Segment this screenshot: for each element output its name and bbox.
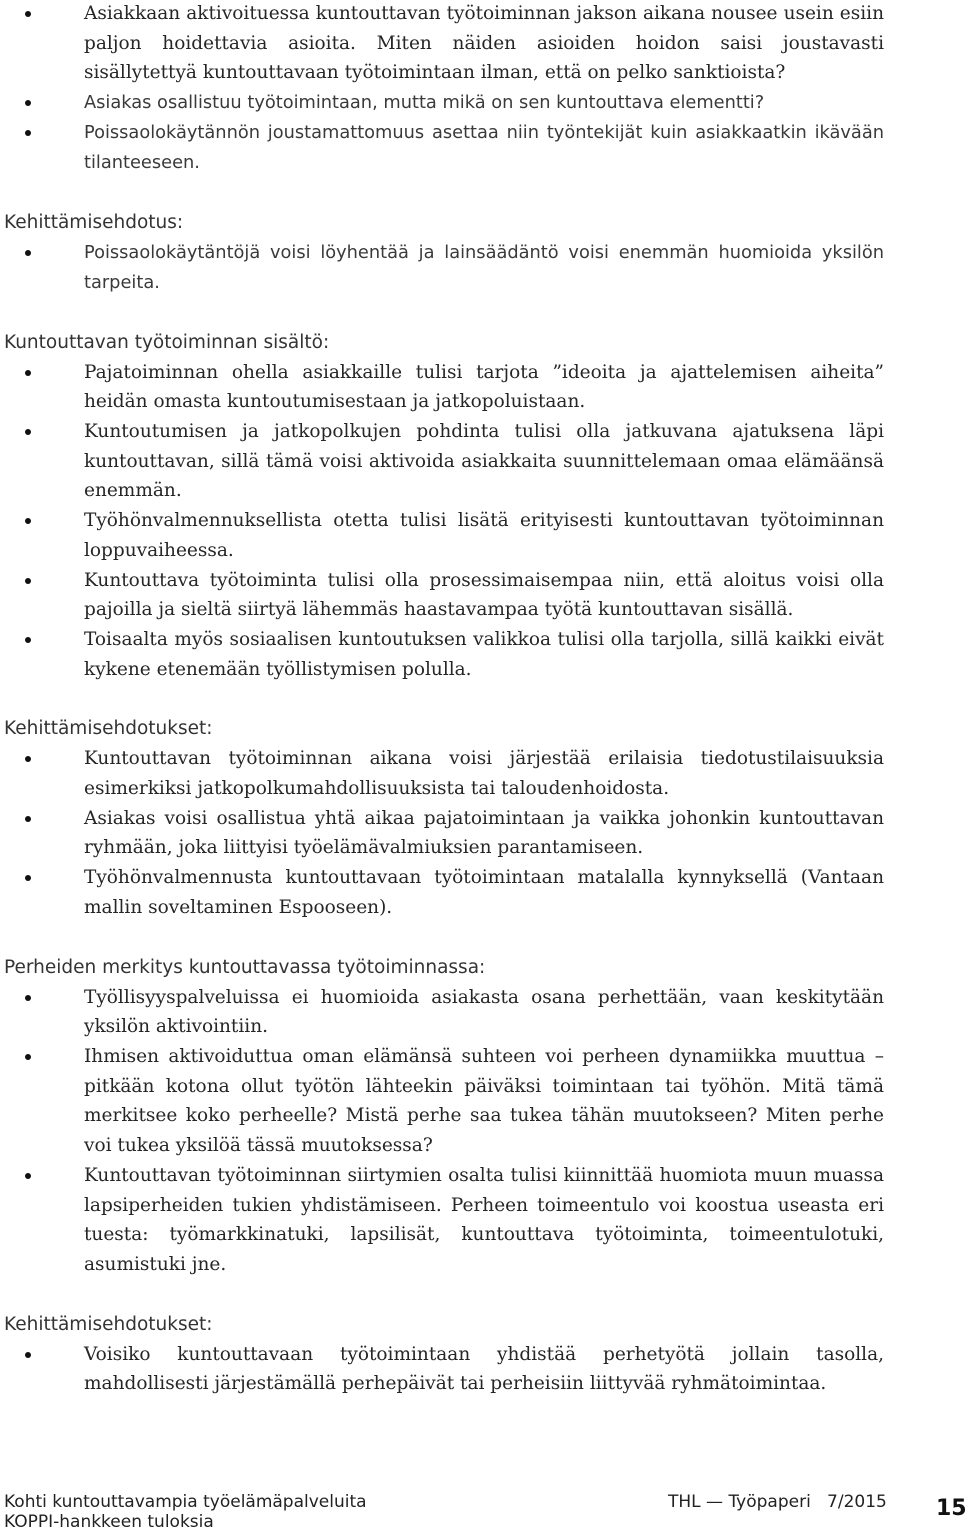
section-heading: Kehittämisehdotukset: [4,718,213,740]
section-heading: Kehittämisehdotukset: [4,1313,213,1335]
section-kehittamisehdotukset-1 [4,714,884,922]
list-item: Asiakas osallistuu työtoimintaan, mutta mikä on sen kuntouttava elementti? [4,88,884,118]
list-item: Ihmisen aktivoiduttua oman elämänsä suhteen voi perheen dynamiikka muuttua – pitkään kotona ollut työtön lähteekin päiväksi toimintaan tai työhön. Mitä tämä merkitsee koko perheelle? Mistä perhe saa tukea tähän muutokseen? Miten perhe voi tukea yksilöä tässä muutoksessa? [4,1042,884,1161]
list-item: Kuntouttavan työtoiminnan aikana voisi järjestää erilaisia tiedotustilaisuuksia esimerkiksi jatkopolkumahdollisuuksista tai taloudenhoidosta. [4,744,884,803]
section-sisalto [4,328,884,685]
list-item: Työhönvalmennusta kuntouttavaan työtoimintaan matalalla kynnyksellä (Vantaan mallin soveltaminen Espooseen). [4,863,884,922]
list-item: Kuntouttava työtoiminta tulisi olla prosessimaisempaa niin, että aloitus voisi olla pajoilla ja sieltä siirtyä lähemmäs haastavampaa työtä kuntouttavan sisällä. [4,566,884,625]
document-body [4,0,884,1399]
section-heading: Perheiden merkitys kuntouttavassa työtoiminnassa: [4,956,486,978]
list-item: Voisiko kuntouttavaan työtoimintaan yhdistää perhetyötä jollain tasolla, mahdollisesti järjestämällä perhepäivät tai perheisiin liittyvää ryhmätoimintaa. [4,1340,884,1399]
page-footer [4,1490,967,1532]
footer-subtitle: KOPPI-hankkeen tuloksia [4,1512,214,1532]
list-item: Työhönvalmennuksellista otetta tulisi lisätä erityisesti kuntouttavan työtoiminnan loppuvaiheessa. [4,506,884,565]
list-item: Poissaolokäytäntöjä voisi löyhentää ja lainsäädäntö voisi enemmän huomioida yksilön tarpeita. [4,238,884,297]
footer-series: THL — Työpaperi 7/2015 [668,1492,887,1512]
section-kehittamisehdotukset-2 [4,1310,884,1399]
list-item: Asiakkaan aktivoituessa kuntouttavan työtoiminnan jakson aikana nousee usein esiin paljon hoidettavia asioita. Miten näiden asioiden hoidon saisi joustavasti sisällytettyä kuntouttavaan työtoimintaan ilman, että on pelko sanktioista? [4,0,884,88]
page-number: 15 [936,1496,967,1521]
list-item: Pajatoiminnan ohella asiakkaille tulisi tarjota ”ideoita ja ajattelemisen aiheita” heidän omasta kuntoutumisestaan ja jatkopoluistaan. [4,358,884,417]
section-perheet [4,953,884,1280]
section-heading: Kuntouttavan työtoiminnan sisältö: [4,331,330,353]
list-item: Työllisyyspalveluissa ei huomioida asiakasta osana perhettään, vaan keskitytään yksilön aktivointiin. [4,983,884,1042]
bullet-list [4,0,884,177]
section-kehittamisehdotus [4,208,884,297]
section-heading: Kehittämisehdotus: [4,212,184,234]
list-item: Toisaalta myös sosiaalisen kuntoutuksen valikkoa tulisi olla tarjolla, sillä kaikki eivät kykene etenemään työllistymisen polulla. [4,625,884,684]
list-item: Kuntoutumisen ja jatkopolkujen pohdinta tulisi olla jatkuvana ajatuksena läpi kuntouttavan, sillä tämä voisi aktivoida asiakkaita suunnittelemaan omaa elämäänsä enemmän. [4,417,884,506]
bullet-list [4,238,884,297]
footer-title: Kohti kuntouttavampia työelämäpalveluita [4,1492,367,1512]
bullet-list [4,744,884,922]
bullet-list [4,983,884,1280]
bullet-list [4,1340,884,1399]
section-intro [4,0,884,177]
list-item: Kuntouttavan työtoiminnan siirtymien osalta tulisi kiinnittää huomiota muun muassa lapsiperheiden tukien yhdistämiseen. Perheen toimeentulo voi koostua useasta eri tuesta: työmarkkinatuki, lapsilisät, kuntouttava työtoiminta, toimeentulotuki, asumistuki jne. [4,1161,884,1280]
bullet-list [4,358,884,685]
list-item: Poissaolokäytännön joustamattomuus asettaa niin työntekijät kuin asiakkaatkin ikävään tilanteeseen. [4,118,884,177]
list-item: Asiakas voisi osallistua yhtä aikaa pajatoimintaan ja vaikka johonkin kuntouttavan ryhmään, joka liittyisi työelämävalmiuksien parantamiseen. [4,804,884,863]
